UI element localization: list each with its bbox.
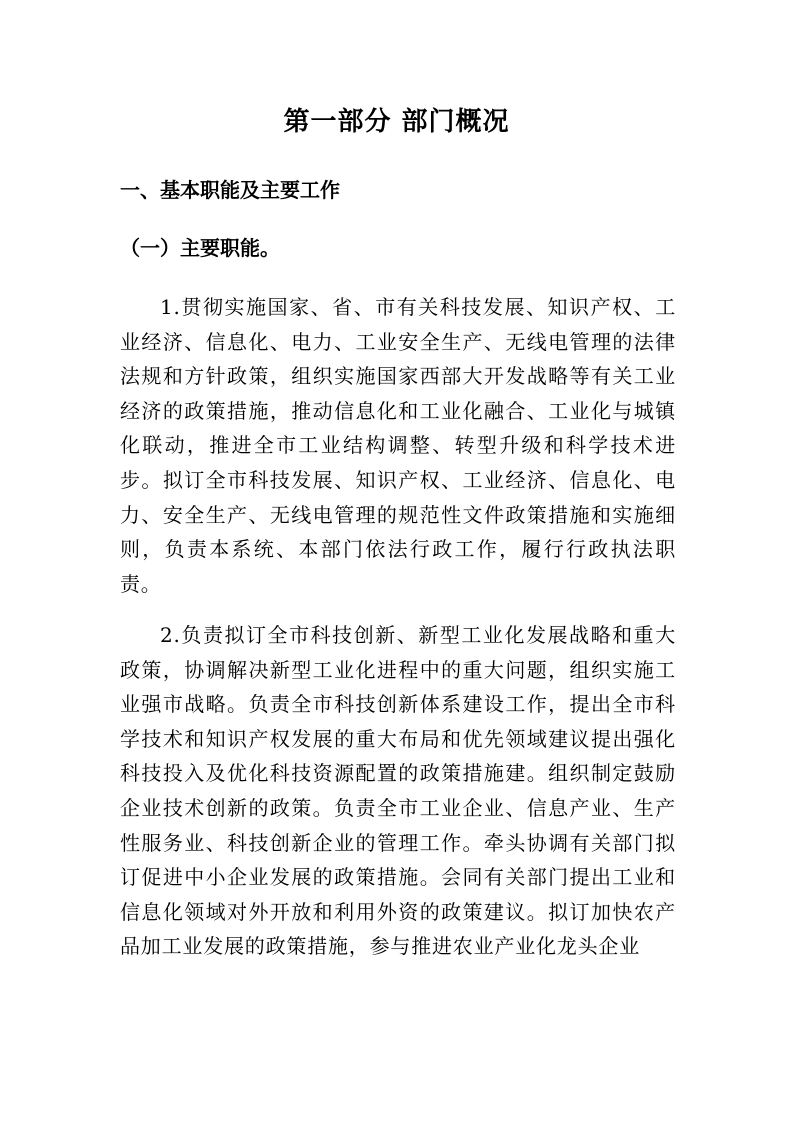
paragraph-1: 1.贯彻实施国家、省、市有关科技发展、知识产权、工业经济、信息化、电力、工业安全生产、无线电管理的法律法规和方针政策，组织实施国家西部大开发战略等有关工业经济的政策措施，推动信息化和工业化融合、工业化与城镇化联动，推进全市工业结构调整、转型升级和科学技术进步。拟订全市科技发展、知识产权、工业经济、信息化、电力、安全生产、无线电管理的规范性文件政策措施和实施细则，负责本系统、本部门依法行政工作，履行行政执法职责。 xyxy=(120,295,676,596)
document-title: 第一部分 部门概况 xyxy=(283,107,510,137)
paragraph-2: 2.负责拟订全市科技创新、新型工业化发展战略和重大政策，协调解决新型工业化进程中的重大问题，组织实施工业强市战略。负责全市科技创新体系建设工作，提出全市科学技术和知识产权发展的重大布局和优先领域建议提出强化科技投入及优化科技资源配置的政策措施建。组织制定鼓励企业技术创新的政策。负责全市工业企业、信息产业、生产性服务业、科技创新企业的管理工作。牵头协调有关部门拟订促进中小企业发展的政策措施。会同有关部门提出工业和信息化领域对外开放和利用外资的政策建议。拟订加快农产品加工业发展的政策措施，参与推进农业产业化龙头企业 xyxy=(120,623,676,959)
subsection-heading: （一）主要职能。 xyxy=(120,236,280,260)
section-heading: 一、基本职能及主要工作 xyxy=(120,178,340,202)
